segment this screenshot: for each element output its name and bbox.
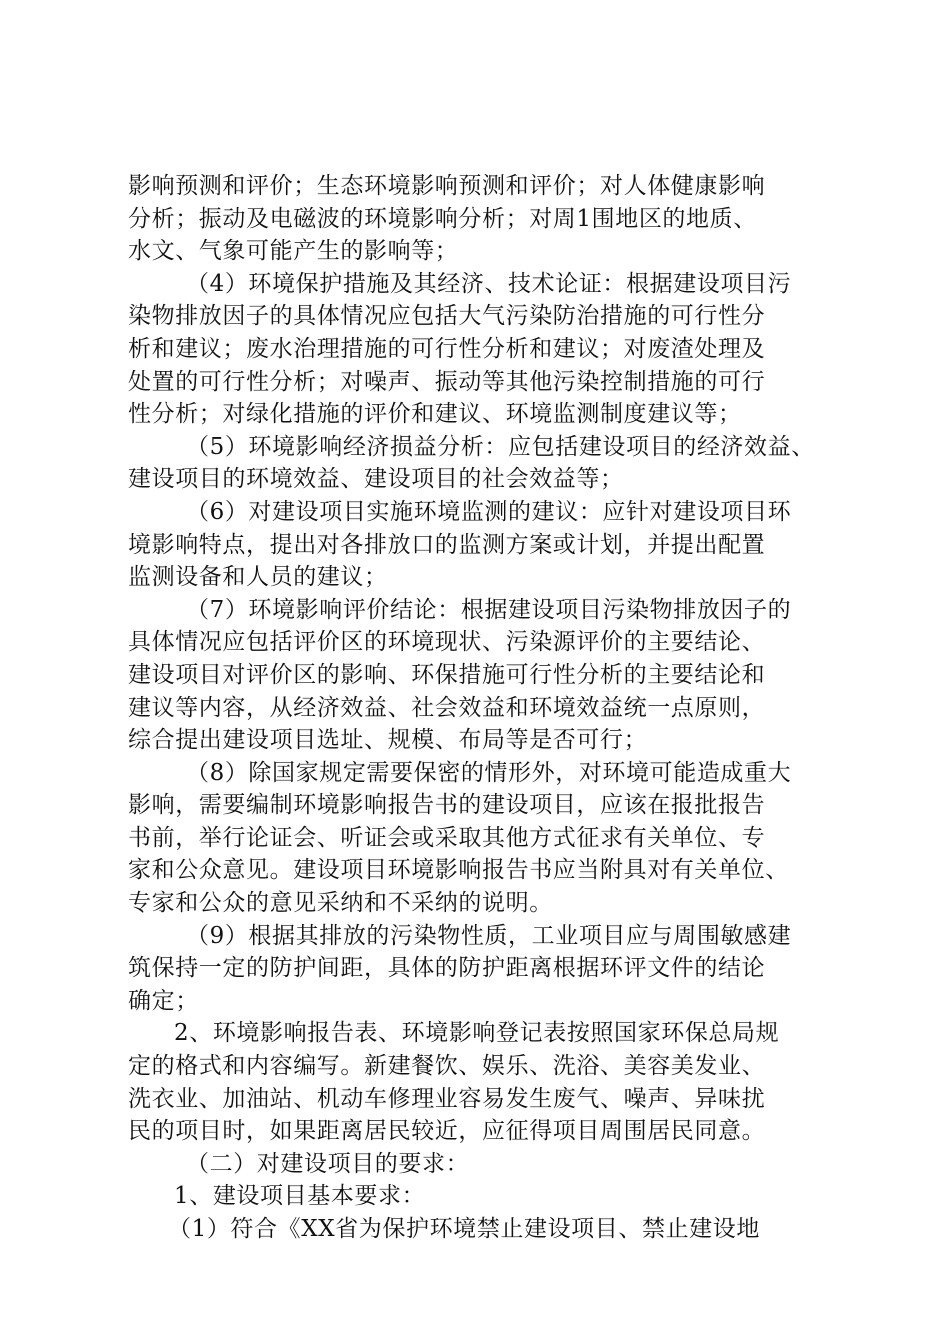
text-line: 具体情况应包括评价区的环境现状、污染源评价的主要结论、: [128, 629, 766, 656]
subsection-heading: 1、建设项目基本要求：: [174, 1183, 426, 1210]
text-line: 境影响特点，提出对各排放口的监测方案或计划，并提出配置: [128, 531, 766, 558]
text-line: 定的格式和内容编写。新建餐饮、娱乐、洗浴、美容美发业、: [128, 1053, 766, 1080]
document-body: [128, 170, 838, 1246]
text-line: 民的项目时，如果距离居民较近，应征得项目周围居民同意。: [128, 1118, 766, 1145]
paragraph-start-line: （6）对建设项目实施环境监测的建议：应针对建设项目环: [186, 498, 792, 525]
text-line: 确定；: [128, 987, 199, 1014]
text-line: 染物排放因子的具体情况应包括大气污染防治措施的可行性分: [128, 303, 766, 330]
text-line: 专家和公众的意见采纳和不采纳的说明。: [128, 890, 553, 917]
text-line: 建设项目的环境效益、建设项目的社会效益等；: [128, 466, 624, 493]
text-line: 洗衣业、加油站、机动车修理业容易发生废气、噪声、异味扰: [128, 1085, 766, 1112]
text-line: 处置的可行性分析；对噪声、振动等其他污染控制措施的可行: [128, 368, 766, 395]
paragraph-start-line: 2、环境影响报告表、环境影响登记表按照国家环保总局规: [174, 1020, 780, 1047]
text-line: 影响预测和评价；生态环境影响预测和评价；对人体健康影响: [128, 173, 766, 199]
paragraph-start-line: （5）环境影响经济损益分析：应包括建设项目的经济效益、: [186, 433, 815, 460]
paragraph-start-line: （1）符合《XX省为保护环境禁止建设项目、禁止建设地: [168, 1216, 760, 1242]
text-line: 家和公众意见。建设项目环境影响报告书应当附具对有关单位、: [128, 857, 789, 884]
text-line: 综合提出建设项目选址、规模、布局等是否可行；: [128, 727, 648, 754]
text-line: 影响，需要编制环境影响报告书的建设项目，应该在报批报告: [128, 792, 766, 819]
text-line: 水文、气象可能产生的影响等；: [128, 238, 459, 265]
text-line: 书前，举行论证会、听证会或采取其他方式征求有关单位、专: [128, 824, 766, 851]
text-line: 析和建议；废水治理措施的可行性分析和建议；对废渣处理及: [128, 335, 766, 362]
text-line: 筑保持一定的防护间距，具体的防护距离根据环评文件的结论: [128, 955, 766, 982]
paragraph-start-line: （9）根据其排放的污染物性质，工业项目应与周围敏感建: [186, 922, 792, 949]
paragraph-start-line: （4）环境保护措施及其经济、技术论证：根据建设项目污: [186, 270, 792, 297]
text-line: 建设项目对评价区的影响、环保措施可行性分析的主要结论和: [128, 661, 766, 688]
text-line: 性分析；对绿化措施的评价和建议、环境监测制度建议等；: [128, 401, 742, 428]
text-line: 分析；振动及电磁波的环境影响分析；对周1围地区的地质、: [128, 205, 757, 232]
paragraph-start-line: （8）除国家规定需要保密的情形外，对环境可能造成重大: [186, 759, 792, 786]
text-line: 监测设备和人员的建议；: [128, 564, 388, 591]
text-line: 建议等内容，从经济效益、社会效益和环境效益统一点原则，: [128, 694, 766, 721]
paragraph-start-line: （7）环境影响评价结论：根据建设项目污染物排放因子的: [186, 596, 792, 623]
section-heading: （二）对建设项目的要求：: [186, 1150, 470, 1177]
